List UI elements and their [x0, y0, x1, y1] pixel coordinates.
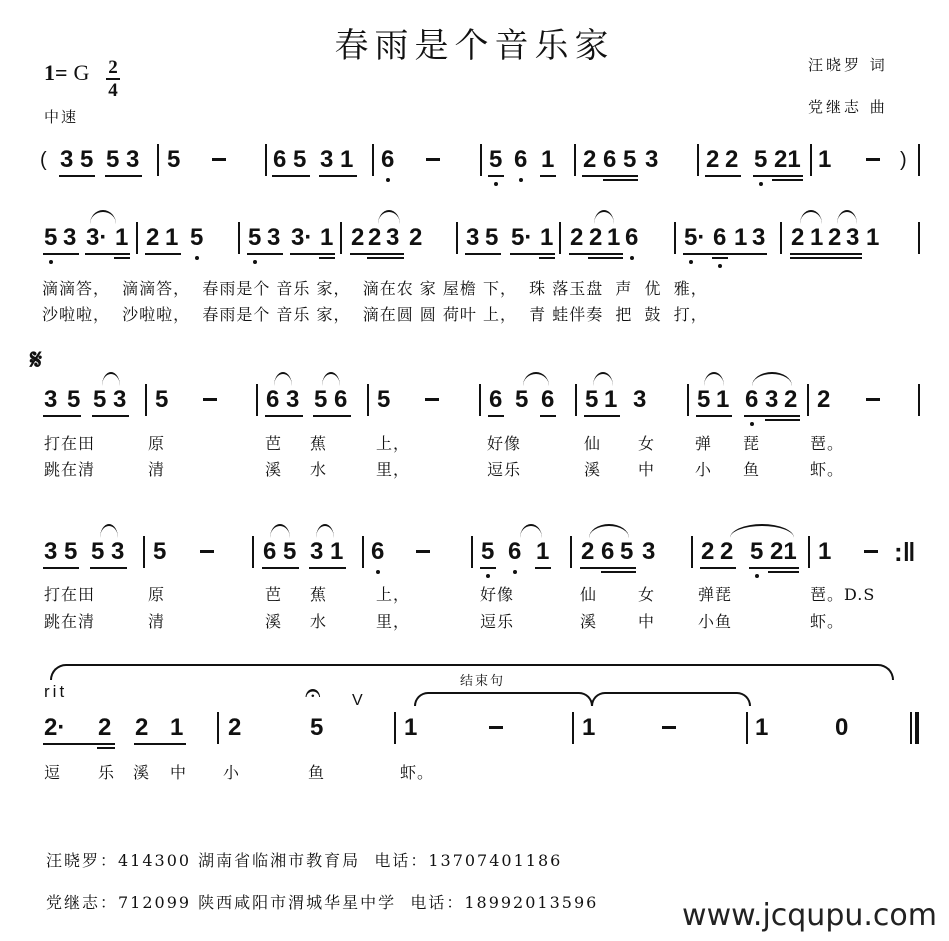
- note: 5: [481, 538, 495, 565]
- lyric-syllable: 上，: [376, 585, 411, 604]
- note: 1: [866, 224, 880, 251]
- site-watermark: www.jcqupu.com: [682, 898, 937, 933]
- fermata-icon: 𝄐: [305, 676, 321, 709]
- lyric-syllable: 弹琵: [698, 585, 733, 604]
- note: 6: [541, 386, 555, 413]
- lyric-syllable: 逗: [44, 763, 62, 782]
- lyric-syllable: 好像: [480, 585, 515, 604]
- note: 2·: [44, 714, 66, 741]
- key-signature: [44, 60, 89, 86]
- note: 3: [645, 146, 659, 173]
- note: 2: [135, 714, 149, 741]
- note: 5·: [684, 224, 706, 251]
- lyric-syllable: 芭: [265, 434, 283, 453]
- note: 1: [607, 224, 621, 251]
- lyric-syllable: 芭: [265, 585, 283, 604]
- note: 5: [377, 386, 391, 413]
- note: 2: [409, 224, 423, 251]
- note: 1: [115, 224, 129, 251]
- lyric-syllable: 虾。: [810, 612, 845, 631]
- lyricist-credit: 汪晓罗 词: [808, 56, 888, 74]
- time-bottom: 4: [108, 80, 118, 101]
- note: 3: [752, 224, 766, 251]
- note: 2: [228, 714, 242, 741]
- note: 6: [381, 146, 395, 173]
- note: 6: [334, 386, 348, 413]
- note: 1: [340, 146, 354, 173]
- close-paren: ): [900, 149, 907, 171]
- note: 21: [774, 146, 801, 173]
- ending-bracket-right: [591, 692, 751, 706]
- note: 6: [263, 538, 277, 565]
- lyric-syllable: 琶。: [810, 434, 845, 453]
- note: 6: [273, 146, 287, 173]
- note: 5: [515, 386, 529, 413]
- note: 5: [91, 538, 105, 565]
- note: 6: [601, 538, 615, 565]
- note: 5: [620, 538, 634, 565]
- lyric-syllable: 溪: [580, 612, 598, 631]
- note: 3: [44, 538, 58, 565]
- lyric-syllable: 虾。: [810, 460, 845, 479]
- ending-bracket-left: [414, 692, 593, 706]
- note: 5: [248, 224, 262, 251]
- note: 2: [720, 538, 734, 565]
- note: 5: [489, 146, 503, 173]
- tempo-marking: 中速: [44, 108, 79, 126]
- lyric-syllable: 里，: [376, 612, 411, 631]
- note: 2: [828, 224, 842, 251]
- note: 1: [810, 224, 824, 251]
- repeat-end-sign: :‖: [894, 537, 916, 567]
- note: 2: [98, 714, 112, 741]
- lyric-syllable: 女: [638, 585, 656, 604]
- note: 5: [310, 714, 324, 741]
- lyric-syllable: 乐: [98, 763, 116, 782]
- note: 3: [846, 224, 860, 251]
- ending-label: 结束句: [460, 674, 506, 689]
- note: 5: [44, 224, 58, 251]
- note: 3: [386, 224, 400, 251]
- note: 3: [60, 146, 74, 173]
- staff-line-1: [0, 138, 949, 182]
- lyric-syllable: 打在田: [44, 434, 96, 453]
- note: 6: [266, 386, 280, 413]
- note: 6: [745, 386, 759, 413]
- staff-line-4: [0, 530, 949, 574]
- note: 2: [725, 146, 739, 173]
- note: 2: [589, 224, 603, 251]
- staff-line-5: [0, 706, 949, 750]
- note: 1: [404, 714, 418, 741]
- note: 1: [541, 146, 555, 173]
- lyric-syllable: 中: [170, 763, 188, 782]
- note: 5: [585, 386, 599, 413]
- note: 3: [310, 538, 324, 565]
- composer-credit: 党继志 曲: [808, 98, 888, 116]
- lyric-syllable: 逗乐: [487, 460, 522, 479]
- lyric-syllable: 上，: [376, 434, 411, 453]
- note: 1: [716, 386, 730, 413]
- note: 2: [784, 386, 798, 413]
- note: 5: [106, 146, 120, 173]
- note: 6: [603, 146, 617, 173]
- note: 5: [167, 146, 181, 173]
- lyric-syllable: 里，: [376, 460, 411, 479]
- lyric-syllable: 弹: [695, 434, 713, 453]
- time-top: 2: [108, 57, 118, 78]
- staff-line-3: [0, 378, 949, 422]
- note: 5: [754, 146, 768, 173]
- note: 3: [320, 146, 334, 173]
- note: 1: [582, 714, 596, 741]
- note: 2: [706, 146, 720, 173]
- note: 3: [126, 146, 140, 173]
- note: 6: [514, 146, 528, 173]
- note: 1: [818, 538, 832, 565]
- note: 21: [770, 538, 797, 565]
- note: 3: [44, 386, 58, 413]
- note: 2: [146, 224, 160, 251]
- note: 5: [93, 386, 107, 413]
- lyric-syllable: 溪: [584, 460, 602, 479]
- note: 3: [63, 224, 77, 251]
- lyric-syllable: 蕉: [310, 585, 328, 604]
- note: 3: [642, 538, 656, 565]
- note: 5: [67, 386, 81, 413]
- note: 5: [64, 538, 78, 565]
- note: 5: [190, 224, 204, 251]
- lyric-syllable: 小鱼: [698, 612, 733, 631]
- lyric-syllable: 琵: [743, 434, 761, 453]
- lyric-syllable: 蕉: [310, 434, 328, 453]
- note: 6: [371, 538, 385, 565]
- lyric-syllable: 好像: [487, 434, 522, 453]
- lyric-syllable: 小: [223, 763, 241, 782]
- note: 1: [604, 386, 618, 413]
- note: 0: [835, 714, 849, 741]
- note: 3·: [86, 224, 108, 251]
- note: 5·: [511, 224, 533, 251]
- note: 3: [633, 386, 647, 413]
- note: 5: [283, 538, 297, 565]
- note: 2: [351, 224, 365, 251]
- note: 2: [570, 224, 584, 251]
- note: 3·: [291, 224, 313, 251]
- lyric-syllable: 溪: [265, 460, 283, 479]
- note: 2: [581, 538, 595, 565]
- note: 3: [765, 386, 779, 413]
- note: 1: [165, 224, 179, 251]
- lyric-syllable: 清: [148, 612, 166, 631]
- lyric-syllable: 跳在清: [44, 612, 96, 631]
- note: 2: [791, 224, 805, 251]
- lyric-syllable: 溪: [265, 612, 283, 631]
- note: 2: [817, 386, 831, 413]
- breath-mark: V: [352, 692, 363, 709]
- lyric-syllable: 跳在清: [44, 460, 96, 479]
- note: 2: [701, 538, 715, 565]
- staff-line-2: [0, 216, 949, 260]
- rit-marking: rit: [44, 682, 68, 701]
- lyric-syllable: 虾。: [400, 763, 435, 782]
- key-note: G: [73, 60, 90, 85]
- lyric-syllable: 溪: [133, 763, 151, 782]
- note: 1: [330, 538, 344, 565]
- note: 6: [625, 224, 639, 251]
- lyrics-verse-1-line-2: 滴滴答， 滴滴答， 春雨是个 音乐 家， 滴在农 家 屋檐 下， 珠 落玉盘 声 优 雅，: [42, 279, 708, 298]
- lyric-syllable: 鱼: [308, 763, 326, 782]
- note: 1: [170, 714, 184, 741]
- lyric-syllable: 清: [148, 460, 166, 479]
- note: 2: [583, 146, 597, 173]
- note: 2: [368, 224, 382, 251]
- note: 6: [489, 386, 503, 413]
- note: 5: [155, 386, 169, 413]
- lyric-syllable: 中: [638, 612, 656, 631]
- note: 3: [111, 538, 125, 565]
- lyrics-verse-2-line-2: 沙啦啦， 沙啦啦， 春雨是个 音乐 家， 滴在圆 圆 荷叶 上， 青 蛙伴奏 把 鼓 打，: [42, 305, 708, 324]
- note: 5: [485, 224, 499, 251]
- note: 3: [466, 224, 480, 251]
- lyric-syllable: 原: [148, 434, 166, 453]
- note: 1: [755, 714, 769, 741]
- note: 1: [320, 224, 334, 251]
- lyric-syllable: 水: [310, 460, 328, 479]
- time-signature: [106, 58, 120, 100]
- lyric-syllable: 原: [148, 585, 166, 604]
- open-paren: (: [40, 149, 47, 171]
- note: 5: [314, 386, 328, 413]
- segno-sign: 𝄋: [30, 343, 43, 376]
- note: 3: [113, 386, 127, 413]
- note: 1: [540, 224, 554, 251]
- note: 1: [818, 146, 832, 173]
- lyric-syllable: 仙: [584, 434, 602, 453]
- note: 6: [508, 538, 522, 565]
- note: 5: [293, 146, 307, 173]
- lyric-syllable: 女: [638, 434, 656, 453]
- note: 5: [697, 386, 711, 413]
- note: 3: [267, 224, 281, 251]
- lyric-syllable: 打在田: [44, 585, 96, 604]
- note: 6: [713, 224, 727, 251]
- lyric-syllable: 小: [695, 460, 713, 479]
- song-title: 春雨是个音乐家: [334, 26, 615, 66]
- note: 5: [153, 538, 167, 565]
- contact-composer: 党继志：712099 陕西咸阳市渭城华星中学 电话：18992013596: [46, 893, 599, 912]
- key-label: 1=: [44, 60, 68, 85]
- note: 5: [80, 146, 94, 173]
- contact-lyricist: 汪晓罗：414300 湖南省临湘市教育局 电话：13707401186: [46, 851, 563, 870]
- lyric-syllable: 鱼: [743, 460, 761, 479]
- note: 5: [623, 146, 637, 173]
- lyric-syllable: 琶。D.S: [810, 585, 876, 604]
- note: 5: [750, 538, 764, 565]
- note: 1: [734, 224, 748, 251]
- lyric-syllable: 仙: [580, 585, 598, 604]
- note: 1: [536, 538, 550, 565]
- lyric-syllable: 水: [310, 612, 328, 631]
- lyric-syllable: 中: [638, 460, 656, 479]
- lyric-syllable: 逗乐: [480, 612, 515, 631]
- note: 3: [286, 386, 300, 413]
